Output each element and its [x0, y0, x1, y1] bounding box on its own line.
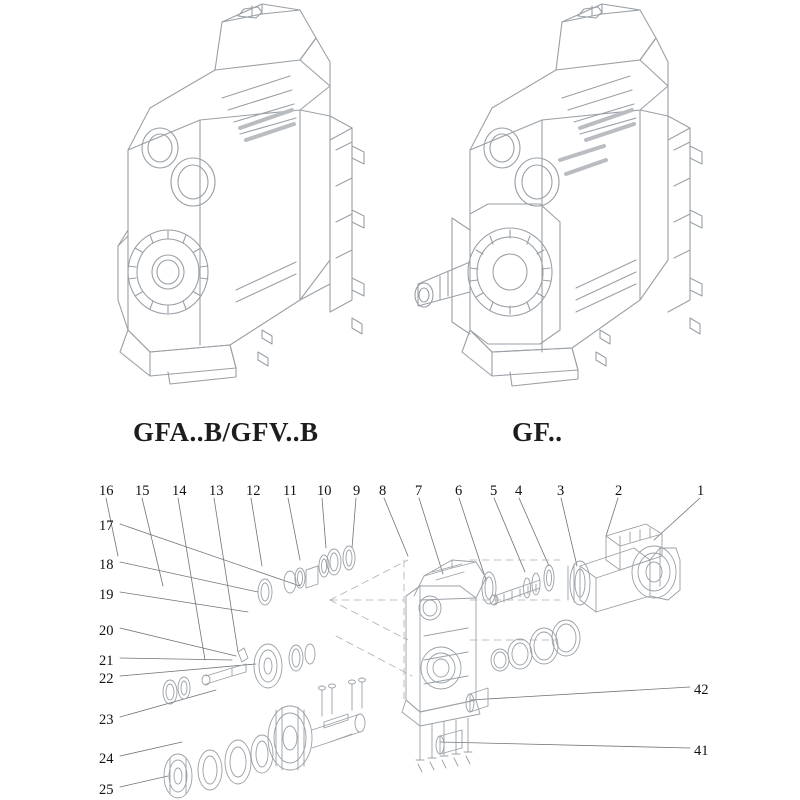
callout-number: 22	[99, 671, 114, 687]
motor-adapter	[568, 524, 680, 612]
callout-number: 20	[99, 623, 114, 639]
callout-number: 5	[490, 483, 498, 499]
callout-number: 10	[317, 483, 332, 499]
caption-left-unit: GFA..B/GFV..B	[133, 417, 319, 447]
callout-number: 18	[99, 557, 114, 573]
caption-right-unit: GF..	[512, 417, 563, 447]
callout-number: 17	[99, 518, 114, 534]
callout-number: 23	[99, 712, 114, 728]
callout-number: 6	[455, 483, 463, 499]
callout-number: 16	[99, 483, 114, 499]
callout-number: 24	[99, 751, 114, 767]
callout-number: 21	[99, 653, 114, 669]
callout-number: 11	[283, 483, 297, 499]
callout-number: 12	[246, 483, 261, 499]
callout-number: 8	[379, 483, 387, 499]
callout-number: 2	[615, 483, 623, 499]
callout-number: 7	[415, 483, 423, 499]
callout-number: 41	[694, 743, 709, 759]
callout-number: 19	[99, 587, 114, 603]
callout-number: 15	[135, 483, 150, 499]
callout-number: 1	[697, 483, 705, 499]
callout-number: 9	[353, 483, 361, 499]
callout-number: 4	[515, 483, 523, 499]
input-shaft-group	[482, 565, 580, 671]
callout-number: 3	[557, 483, 565, 499]
callout-number: 42	[694, 682, 709, 698]
callout-number: 25	[99, 782, 114, 798]
left-parts-group	[163, 546, 366, 798]
callout-number: 14	[172, 483, 187, 499]
exploded-housing	[402, 560, 486, 772]
callout-number: 13	[209, 483, 224, 499]
